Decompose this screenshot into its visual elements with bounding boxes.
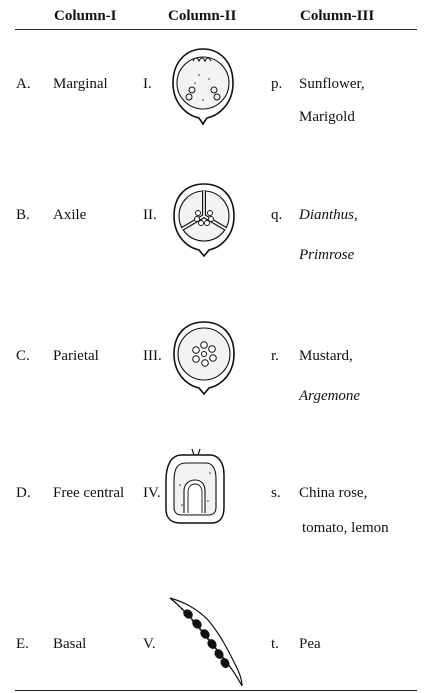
row-c-roman: III. — [143, 348, 162, 364]
row-a-answer-line-1: Sunflower, — [299, 76, 365, 92]
row-d-roman: IV. — [143, 485, 161, 501]
row-d-option: s. — [271, 485, 281, 501]
row-e-term: Basal — [53, 636, 87, 652]
table-bottom-rule — [15, 690, 417, 691]
row-e-answer-line-1: Pea — [299, 636, 321, 652]
row-a-term: Marginal — [53, 76, 108, 92]
row-d-letter: D. — [16, 485, 31, 501]
basal-pea-pod-diagram — [166, 592, 246, 690]
row-b-letter: B. — [16, 207, 30, 223]
row-c-letter: C. — [16, 348, 30, 364]
header-column-1: Column-I — [54, 8, 117, 24]
row-b-answer-line-1: Dianthus, — [299, 207, 358, 223]
row-b-roman: II. — [143, 207, 157, 223]
row-d-answer-line-1: China rose, — [299, 485, 368, 501]
marginal-placentation-diagram — [165, 45, 241, 127]
free-central-placentation-diagram — [162, 445, 242, 527]
parietal-placentation-diagram — [168, 318, 240, 396]
header-column-2: Column-II — [168, 8, 237, 24]
row-e-option: t. — [271, 636, 279, 652]
axile-placentation-diagram — [168, 180, 240, 258]
row-d-term: Free central — [53, 485, 125, 501]
row-c-answer-line-1: Mustard, — [299, 348, 353, 364]
row-b-answer-line-2: Primrose — [299, 247, 355, 263]
row-c-term: Parietal — [53, 348, 99, 364]
row-d-answer-line-2: tomato, lemon — [302, 520, 389, 536]
row-c-option: r. — [271, 348, 279, 364]
row-a-letter: A. — [16, 76, 31, 92]
row-c-answer-line-2: Argemone — [299, 388, 361, 404]
header-rule — [15, 29, 417, 30]
row-b-term: Axile — [53, 207, 87, 223]
row-e-roman: V. — [143, 636, 156, 652]
row-a-answer-line-2: Marigold — [299, 109, 355, 125]
row-a-option: p. — [271, 76, 283, 92]
header-column-3: Column-III — [300, 8, 375, 24]
row-e-letter: E. — [16, 636, 29, 652]
row-a-roman: I. — [143, 76, 152, 92]
row-b-option: q. — [271, 207, 283, 223]
